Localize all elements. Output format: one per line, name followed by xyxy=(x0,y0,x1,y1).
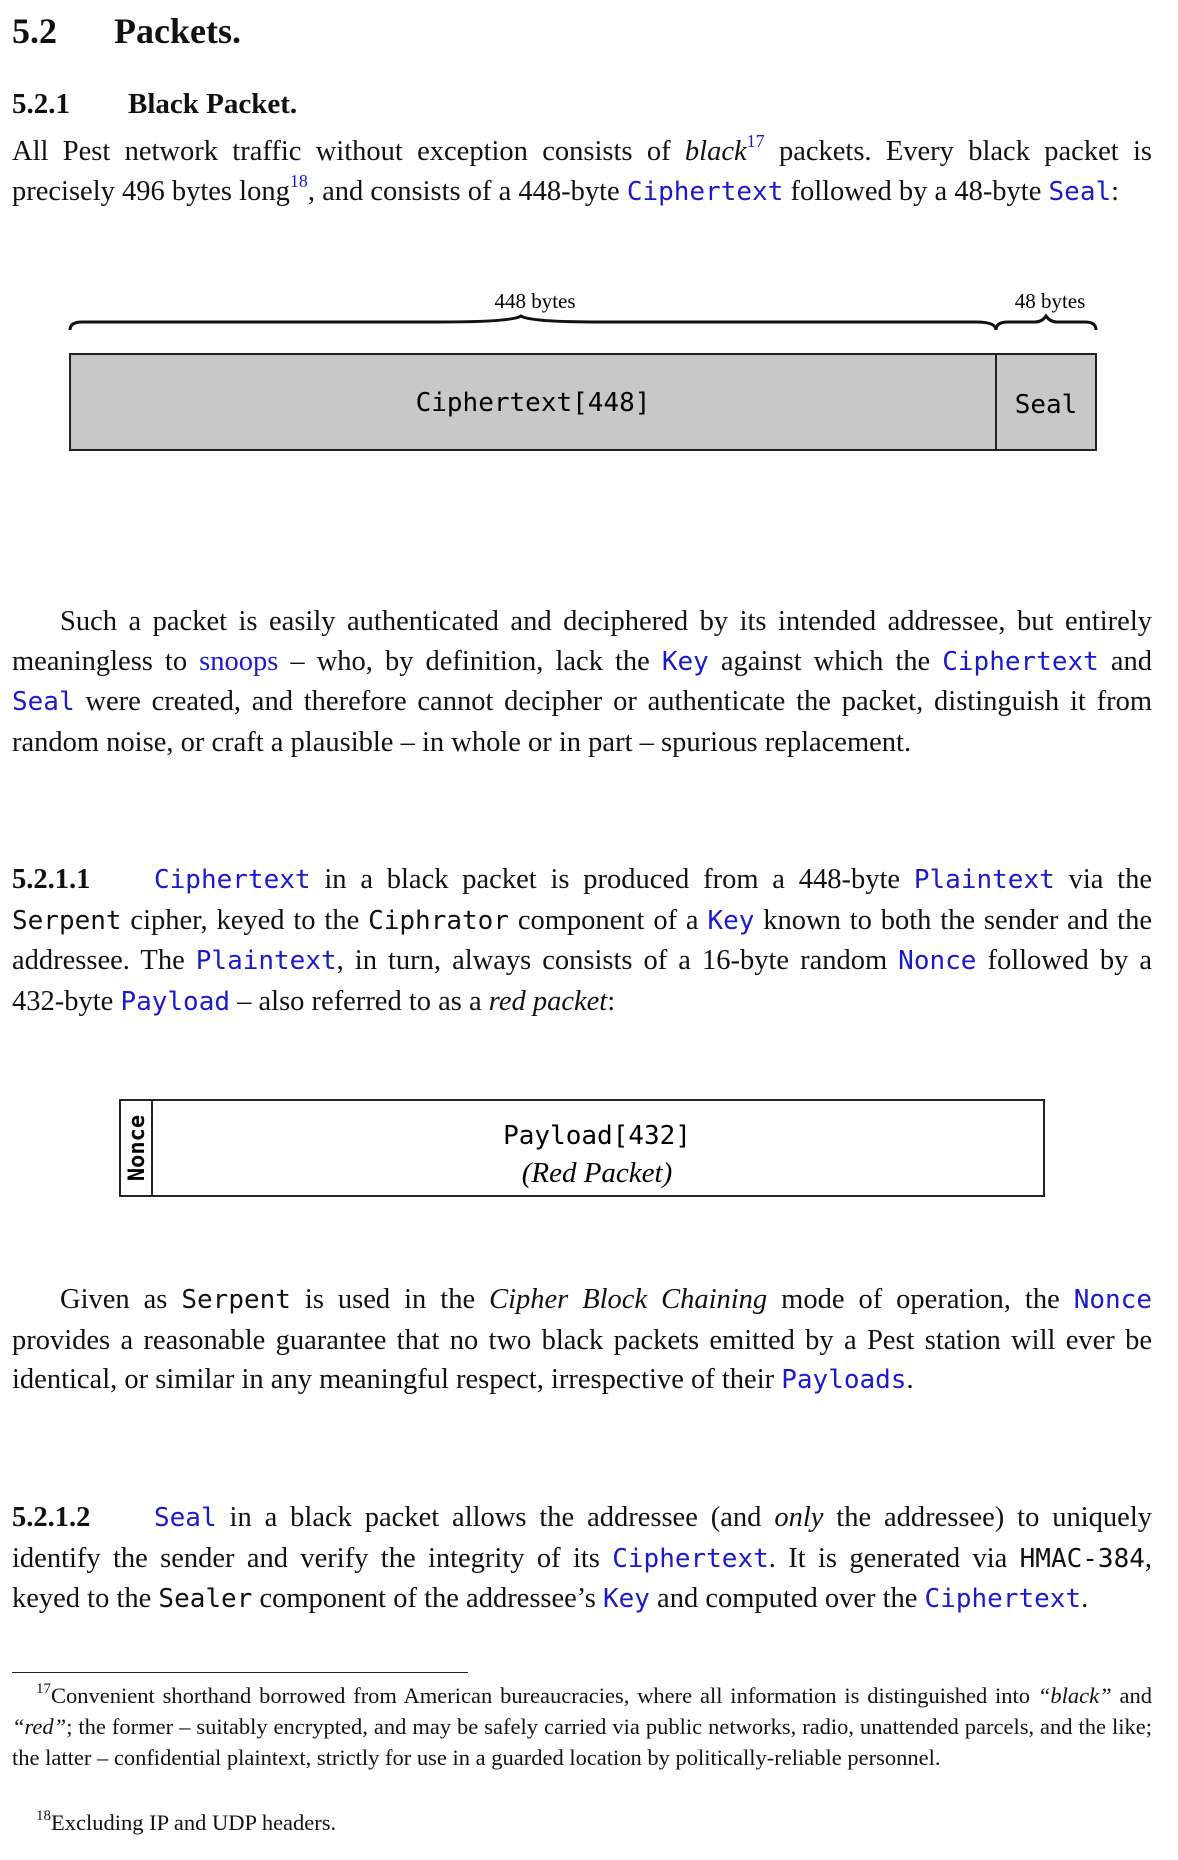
footnote-number-17: 17 xyxy=(36,1681,51,1697)
seal-link[interactable]: Seal xyxy=(154,1503,217,1533)
footnote-number-18: 18 xyxy=(36,1808,51,1824)
footnote-rule xyxy=(12,1672,468,1673)
payloads-link[interactable]: Payloads xyxy=(781,1365,907,1395)
subsubsection-ciphertext: 5.2.1.1 Ciphertext in a black packet is produced from a 448-byte Plaintext via the Serpent cipher, keyed to the Ciphrator component of a Key known to both the sender and the addressee. The Plaintext, in turn, always consists of a 16-byte random Nonce followed by a 432-byte Payload – also referred to as a red packet: xyxy=(12,860,1152,1022)
subsection-heading xyxy=(12,88,297,121)
ciphertext-link[interactable]: Ciphertext xyxy=(626,176,784,207)
footnote-18: $^{18}$Excluding IP and UDP headers. xyxy=(36,1808,337,1835)
ciphertext-link[interactable]: Ciphertext xyxy=(612,1543,769,1574)
red-packet-diagram xyxy=(0,1090,1178,1200)
plaintext-link[interactable]: Plaintext xyxy=(195,946,337,976)
subsubsection-seal: 5.2.1.2 Seal in a black packet allows the addressee (and only the addressee) to uniquely identify the sender and verify the integrity of its Ciphertext. It is generated via HMAC-384, keyed to the Sealer component of the addressee’s Key and computed over the Ciphertext. xyxy=(12,1498,1152,1620)
payload-link[interactable]: Payload xyxy=(120,986,231,1017)
seal-box-label: Seal xyxy=(1014,390,1078,420)
section-number: 5.2 xyxy=(12,11,57,51)
hmac-term: HMAC-384 xyxy=(1019,1543,1145,1574)
brace-label-48: 48 bytes xyxy=(1014,289,1086,313)
ciphertext-link[interactable]: Ciphertext xyxy=(942,646,1099,677)
payload-box-sublabel: (Red Packet) xyxy=(521,1157,673,1189)
footnote-ref-18[interactable]: 18 xyxy=(289,170,308,191)
snoops-link[interactable]: snoops xyxy=(199,645,279,677)
seal-link[interactable]: Seal xyxy=(12,687,75,717)
section-title: Packets. xyxy=(114,11,241,51)
red-packet-term: red packet xyxy=(488,985,608,1017)
section-heading xyxy=(12,10,241,52)
footnote-17: $^{17}$Convenient shorthand borrowed from American bureaucracies, where all information is distinguished into “black” and “red”; the former – suitably encrypted, and may be safely carried via public networks, radio, unattended parcels, and the like; the latter – confidential plaintext, strictly for use in a guarded location by politically-reliable personnel. xyxy=(12,1681,1152,1770)
only-term: only xyxy=(774,1502,824,1533)
key-link[interactable]: Key xyxy=(661,646,709,677)
serpent-term: Serpent xyxy=(12,905,122,936)
nonce-link[interactable]: Nonce xyxy=(898,946,977,976)
footnote-ref-17[interactable]: 17 xyxy=(746,131,765,151)
plaintext-link[interactable]: Plaintext xyxy=(913,865,1055,895)
seal-link[interactable]: Seal xyxy=(1048,176,1112,207)
brace-448-icon xyxy=(70,316,996,330)
serpent-term: Serpent xyxy=(181,1285,291,1315)
brace-48-icon xyxy=(996,316,1096,330)
subsubsection-number: 5.2.1.1 xyxy=(12,864,91,895)
sealer-term: Sealer xyxy=(158,1584,253,1614)
black-packet-diagram xyxy=(0,280,1178,460)
ciphertext-link[interactable]: Ciphertext xyxy=(924,1584,1082,1614)
subsection-number: 5.2.1 xyxy=(12,88,70,120)
nonce-link[interactable]: Nonce xyxy=(1073,1285,1152,1315)
ciphertext-box-label: Ciphertext[448] xyxy=(415,388,651,418)
ciphrator-term: Ciphrator xyxy=(368,905,509,936)
cbc-paragraph: Given as Serpent is used in the Cipher Block Chaining mode of operation, the Nonce provides a reasonable guarantee that no two black packets emitted by a Pest station will ever be identical, or similar in any meaningful respect, irrespective of their Payloads. xyxy=(12,1284,1152,1395)
payload-box-label: Payload[432] xyxy=(503,1121,691,1151)
ciphertext-link[interactable]: Ciphertext xyxy=(154,865,311,895)
nonce-box-label: Nonce xyxy=(125,1114,150,1182)
subsection-title: Black Packet. xyxy=(128,88,298,120)
authentication-paragraph: Such a packet is easily authenticated and deciphered by its intended addressee, but entirely meaningless to snoops – who, by definition, lack the Key against which the Ciphertext and Seal were created, and therefore cannot decipher or authenticate the packet, distinguish it from random noise, or craft a plausible – in whole or in part – spurious replacement. xyxy=(12,606,1152,758)
cbc-term: Cipher Block Chaining xyxy=(489,1284,768,1315)
key-link[interactable]: Key xyxy=(602,1584,650,1614)
subsubsection-number: 5.2.1.2 xyxy=(12,1502,91,1533)
key-link[interactable]: Key xyxy=(707,905,755,936)
brace-label-448: 448 bytes xyxy=(494,289,576,313)
black-term: black xyxy=(684,136,747,167)
intro-paragraph: All Pest network traffic without exception consists of black$^{17}$ packets. Every black packet is precisely 496 bytes long$^{18}$, and consists of a 448-byte Ciphertext followed by a 48-byte Seal: xyxy=(12,131,1152,207)
